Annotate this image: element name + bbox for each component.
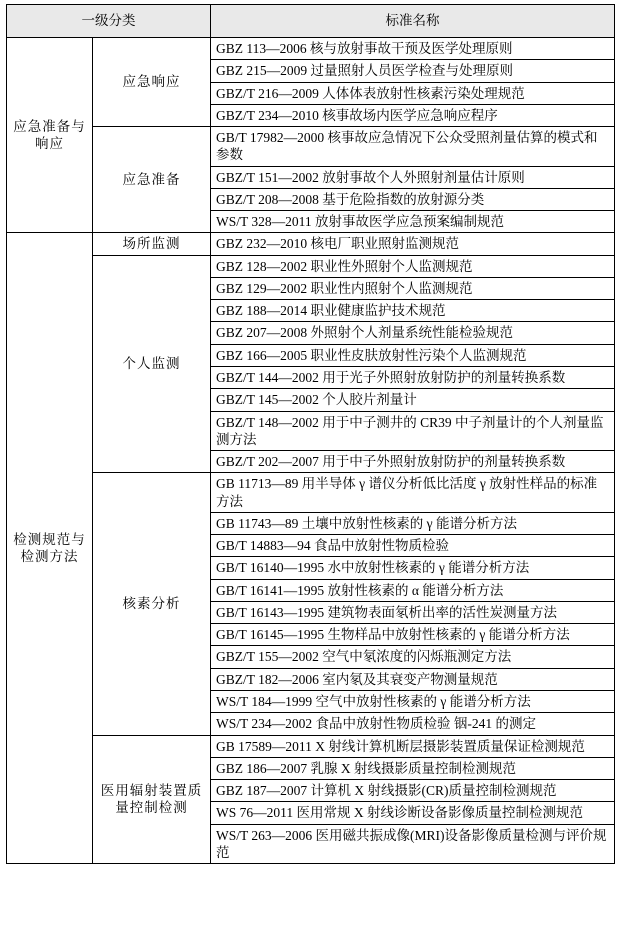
category2-label: 应急响应: [122, 74, 181, 90]
category2-cell: [93, 233, 211, 255]
category2-label: 场所监测: [122, 236, 181, 252]
standard-name-cell: GBZ 207—2008 外照射个人剂量系统性能检验规范: [211, 322, 615, 344]
category1-cell: [7, 38, 93, 233]
standard-name-cell: WS 76—2011 医用常规 X 射线诊断设备影像质量控制检测规范: [211, 802, 615, 824]
category2-label: 个人监测: [122, 356, 181, 372]
standard-name-cell: GBZ 232—2010 核电厂职业照射监测规范: [211, 233, 615, 255]
standard-name-cell: GB/T 17982—2000 核事故应急情况下公众受照剂量估算的模式和参数: [211, 127, 615, 167]
standard-name-cell: GBZ 187—2007 计算机 X 射线摄影(CR)质量控制检测规范: [211, 780, 615, 802]
standard-name-cell: GB 11713—89 用半导体 γ 谱仪分析低比活度 γ 放射性样品的标准方法: [211, 473, 615, 513]
standard-name-cell: GB/T 14883—94 食品中放射性物质检验: [211, 535, 615, 557]
table-row: [7, 233, 615, 255]
table-header: [7, 5, 615, 38]
standard-name-cell: GBZ/T 145—2002 个人胶片剂量计: [211, 389, 615, 411]
category2-cell: [93, 255, 211, 473]
category1-cell: [7, 233, 93, 864]
standard-name-cell: GBZ/T 151—2002 放射事故个人外照射剂量估计原则: [211, 166, 615, 188]
standard-name-cell: GBZ 129—2002 职业性内照射个人监测规范: [211, 277, 615, 299]
table-row: [7, 127, 615, 167]
standard-name-cell: GBZ 186—2007 乳腺 X 射线摄影质量控制检测规范: [211, 757, 615, 779]
standard-name-cell: GBZ/T 182—2006 室内氡及其衰变产物测量规范: [211, 668, 615, 690]
standard-name-cell: GBZ 215—2009 过量照射人员医学检查与处理原则: [211, 60, 615, 82]
standards-table: [6, 4, 615, 864]
standard-name-cell: GBZ/T 202—2007 用于中子外照射放射防护的剂量转换系数: [211, 451, 615, 473]
standard-name-cell: GBZ/T 144—2002 用于光子外照射放射防护的剂量转换系数: [211, 366, 615, 388]
table-row: [7, 473, 615, 513]
category2-label: 核素分析: [122, 596, 181, 612]
category2-cell: [93, 735, 211, 864]
standard-name-cell: GB/T 16143—1995 建筑物表面氡析出率的活性炭测量方法: [211, 601, 615, 623]
standard-name-cell: WS/T 234—2002 食品中放射性物质检验 铟-241 的测定: [211, 713, 615, 735]
standard-name-cell: GBZ/T 155—2002 空气中氡浓度的闪烁瓶测定方法: [211, 646, 615, 668]
table-header-row: [7, 5, 615, 38]
standard-name-cell: GBZ/T 148—2002 用于中子测井的 CR39 中子剂量计的个人剂量监测方法: [211, 411, 615, 451]
standard-name-cell: GBZ/T 216—2009 人体体表放射性核素污染处理规范: [211, 82, 615, 104]
category1-label: 应急准备与响应: [13, 118, 86, 152]
table-row: [7, 735, 615, 757]
standard-name-cell: WS/T 184—1999 空气中放射性核素的 γ 能谱分析方法: [211, 690, 615, 712]
category2-cell: [93, 38, 211, 127]
standard-name-cell: GB 17589—2011 X 射线计算机断层摄影装置质量保证检测规范: [211, 735, 615, 757]
standard-name-cell: GBZ/T 234—2010 核事故场内医学应急响应程序: [211, 104, 615, 126]
category2-label: 医用辐射装置质量控制检测: [100, 783, 203, 816]
standard-name-cell: GB/T 16145—1995 生物样品中放射性核素的 γ 能谱分析方法: [211, 624, 615, 646]
standard-name-cell: GBZ/T 208—2008 基于危险指数的放射源分类: [211, 188, 615, 210]
standard-name-cell: GB 11743—89 土壤中放射性核素的 γ 能谱分析方法: [211, 512, 615, 534]
table-body: [7, 38, 615, 864]
standard-name-cell: GBZ 128—2002 职业性外照射个人监测规范: [211, 255, 615, 277]
standard-name-cell: GB/T 16141—1995 放射性核素的 α 能谱分析方法: [211, 579, 615, 601]
table-row: [7, 255, 615, 277]
category1-label: 检测规范与检测方法: [13, 531, 86, 565]
table-row: [7, 38, 615, 60]
category2-label: 应急准备: [122, 172, 181, 188]
column-header-standard-name: 标准名称: [211, 5, 615, 38]
standard-name-cell: GB/T 16140—1995 水中放射性核素的 γ 能谱分析方法: [211, 557, 615, 579]
standard-name-cell: GBZ 113—2006 核与放射事故干预及医学处理原则: [211, 38, 615, 60]
standard-name-cell: GBZ 188—2014 职业健康监护技术规范: [211, 300, 615, 322]
category2-cell: [93, 127, 211, 233]
standard-name-cell: WS/T 263—2006 医用磁共振成像(MRI)设备影像质量检测与评价规范: [211, 824, 615, 864]
standard-name-cell: WS/T 328—2011 放射事故医学应急预案编制规范: [211, 211, 615, 233]
column-header-category: 一级分类: [7, 5, 211, 38]
category2-cell: [93, 473, 211, 735]
standard-name-cell: GBZ 166—2005 职业性皮肤放射性污染个人监测规范: [211, 344, 615, 366]
